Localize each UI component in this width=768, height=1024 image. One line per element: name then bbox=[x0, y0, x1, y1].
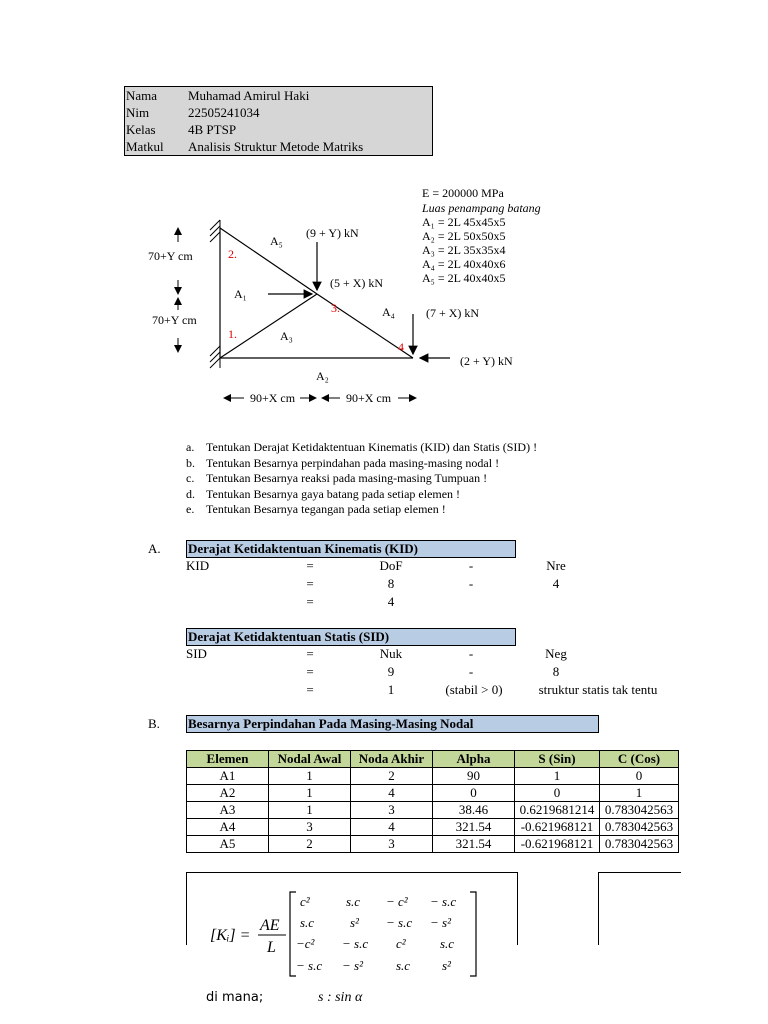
sid-conclusion: struktur statis tak tentu bbox=[538, 682, 658, 697]
table-cell: 3 bbox=[351, 802, 433, 819]
sid-heading: Derajat Ketidaktentuan Statis (SID) bbox=[186, 628, 516, 646]
load-label-right-v: (7 + X) kN bbox=[426, 306, 480, 320]
formula-ae: AE bbox=[260, 917, 280, 934]
matrix-cell: c² bbox=[396, 936, 406, 951]
col-header: Alpha bbox=[433, 751, 515, 768]
kid-result: 4 bbox=[387, 594, 395, 609]
matrix-cell: s² bbox=[442, 958, 451, 973]
kid-term1: DoF bbox=[379, 558, 403, 573]
kid-nre-value: 4 bbox=[552, 576, 560, 591]
table-cell: 0 bbox=[433, 785, 515, 802]
table-cell: 1 bbox=[269, 785, 351, 802]
col-header: S (Sin) bbox=[515, 751, 600, 768]
table-cell: 2 bbox=[351, 768, 433, 785]
table-cell: A1 bbox=[187, 768, 269, 785]
load-label-top: (9 + Y) kN bbox=[306, 226, 359, 240]
kid-op: - bbox=[468, 558, 474, 573]
table-cell: A3 bbox=[187, 802, 269, 819]
question-text: Tentukan Besarnya gaya batang pada setiap elemen ! bbox=[206, 486, 461, 501]
table-cell: 321.54 bbox=[433, 836, 515, 853]
table-cell: 0.783042563 bbox=[600, 836, 679, 853]
table-cell: 4 bbox=[351, 819, 433, 836]
table-cell: 1 bbox=[269, 802, 351, 819]
formula-dimana: di mana; bbox=[206, 990, 264, 1005]
legend-a5: A₅ = 2L 40x40x5 bbox=[422, 271, 506, 285]
member-label-a2: A₂ bbox=[316, 369, 329, 383]
table-cell: 1 bbox=[600, 785, 679, 802]
table-cell: -0.621968121 bbox=[515, 819, 600, 836]
table-cell: 1 bbox=[515, 768, 600, 785]
load-label-right-h: (2 + Y) kN bbox=[460, 354, 513, 368]
kid-op: - bbox=[468, 576, 474, 591]
kid-eq: = bbox=[306, 558, 314, 573]
sid-op: - bbox=[468, 646, 474, 661]
col-header: C (Cos) bbox=[600, 751, 679, 768]
question-text: Tentukan Besarnya reaksi pada masing-masing Tumpuan ! bbox=[206, 471, 488, 485]
kid-heading: Derajat Ketidaktentuan Kinematis (KID) bbox=[186, 540, 516, 558]
info-value: 4B PTSP bbox=[188, 122, 237, 137]
table-cell: 3 bbox=[351, 836, 433, 853]
col-header: Noda Akhir bbox=[351, 751, 433, 768]
info-row-kelas bbox=[125, 121, 432, 138]
info-key: Nama bbox=[126, 88, 158, 103]
legend-a4: A₄ = 2L 40x40x6 bbox=[422, 257, 506, 271]
legend-a2: A₂ = 2L 50x50x5 bbox=[422, 229, 506, 243]
member-label-a4: A₄ bbox=[382, 305, 395, 319]
sid-term2: Neg bbox=[545, 646, 567, 661]
dim-label-right-span: 90+X cm bbox=[346, 391, 392, 405]
legend-luas: Luas penampang batang bbox=[422, 201, 541, 215]
info-row-nama bbox=[125, 87, 432, 104]
dim-label-left-span: 90+X cm bbox=[250, 391, 296, 405]
matrix-cell: − s² bbox=[430, 915, 451, 930]
sid-term1: Nuk bbox=[379, 646, 403, 661]
stiffness-matrix-formula bbox=[200, 884, 490, 984]
sid-result: 1 bbox=[387, 682, 395, 697]
dim-label-upper: 70+Y cm bbox=[148, 249, 193, 263]
sid-calculation bbox=[186, 646, 666, 700]
info-key: Matkul bbox=[126, 139, 164, 154]
table-cell: 0.6219681214 bbox=[515, 802, 600, 819]
matrix-cell: s.c bbox=[440, 936, 455, 951]
truss-diagram bbox=[140, 180, 560, 420]
info-key: Kelas bbox=[126, 122, 156, 137]
support-hatch-top bbox=[210, 220, 220, 242]
section-a-letter: A. bbox=[148, 541, 161, 556]
sid-eq: = bbox=[306, 682, 314, 697]
legend-a3: A₃ = 2L 35x35x4 bbox=[422, 243, 506, 257]
displacement-heading: Besarnya Perpindahan Pada Masing-Masing Nodal bbox=[186, 715, 599, 733]
col-header: Elemen bbox=[187, 751, 269, 768]
sid-op: - bbox=[468, 664, 474, 679]
kid-dof-value: 8 bbox=[387, 576, 395, 591]
table-cell: A2 bbox=[187, 785, 269, 802]
node-label-1: 1. bbox=[228, 327, 237, 341]
question-text: Tentukan Besarnya perpindahan pada masing-masing nodal ! bbox=[206, 455, 500, 470]
question-letter: b. bbox=[186, 455, 195, 470]
table-cell: 0 bbox=[600, 768, 679, 785]
member-a5 bbox=[220, 228, 317, 294]
question-item bbox=[186, 456, 586, 472]
table-cell: 2 bbox=[269, 836, 351, 853]
table-header-row bbox=[187, 751, 679, 768]
kid-eq: = bbox=[306, 594, 314, 609]
member-label-a5: A₅ bbox=[270, 234, 283, 248]
sid-nuk-value: 9 bbox=[387, 664, 395, 679]
kid-calculation bbox=[186, 558, 666, 612]
load-label-mid: (5 + X) kN bbox=[330, 276, 384, 290]
table-cell: 321.54 bbox=[433, 819, 515, 836]
table-cell: A5 bbox=[187, 836, 269, 853]
question-item bbox=[186, 487, 586, 503]
table-cell: 0.783042563 bbox=[600, 819, 679, 836]
question-item bbox=[186, 471, 586, 487]
formula-lhs: [Kᵢ] = bbox=[210, 927, 251, 944]
table-row bbox=[187, 785, 679, 802]
matrix-cell: − s.c bbox=[296, 958, 323, 973]
matrix-cell: s² bbox=[350, 915, 359, 930]
table-cell: 3 bbox=[269, 819, 351, 836]
member-a3 bbox=[220, 294, 317, 358]
matrix-cell: s.c bbox=[346, 894, 361, 909]
support-hatch-bottom bbox=[210, 346, 220, 368]
sid-neg-value: 8 bbox=[552, 664, 560, 679]
dim-label-lower: 70+Y cm bbox=[152, 313, 197, 327]
info-key: Nim bbox=[126, 105, 150, 120]
question-letter: e. bbox=[186, 502, 195, 516]
info-value: Muhamad Amirul Haki bbox=[188, 88, 310, 103]
info-row-nim bbox=[125, 104, 432, 121]
info-value: Analisis Struktur Metode Matriks bbox=[188, 139, 364, 154]
element-table bbox=[186, 750, 679, 853]
matrix-cell: −c² bbox=[296, 936, 315, 951]
table-cell: 38.46 bbox=[433, 802, 515, 819]
legend-a1: A₁ = 2L 45x45x5 bbox=[422, 215, 506, 229]
legend-e: E = 200000 MPa bbox=[422, 186, 504, 200]
matrix-cell: s.c bbox=[300, 915, 315, 930]
matrix-bracket-right bbox=[470, 892, 476, 976]
matrix-cell: − s.c bbox=[386, 915, 413, 930]
student-info-box bbox=[124, 86, 433, 156]
sid-label: SID bbox=[186, 646, 207, 661]
kid-term2: Nre bbox=[546, 558, 566, 573]
kid-eq: = bbox=[306, 576, 314, 591]
sid-eq: = bbox=[306, 646, 314, 661]
question-letter: c. bbox=[186, 471, 195, 485]
table-cell: 0.783042563 bbox=[600, 802, 679, 819]
col-header: Nodal Awal bbox=[269, 751, 351, 768]
kid-label: KID bbox=[186, 558, 210, 573]
sid-stability-note: (stabil > 0) bbox=[445, 682, 503, 697]
member-label-a1: A₁ bbox=[234, 287, 247, 301]
formula-frame-right bbox=[598, 872, 681, 945]
section-b-letter: B. bbox=[148, 716, 160, 731]
matrix-cell: s.c bbox=[396, 958, 411, 973]
question-item bbox=[186, 502, 586, 518]
table-cell: 0 bbox=[515, 785, 600, 802]
table-row bbox=[187, 836, 679, 853]
matrix-cell: − s.c bbox=[430, 894, 457, 909]
formula-s-definition: s : sin α bbox=[318, 990, 363, 1005]
question-item bbox=[186, 440, 586, 456]
node-label-4: 4 bbox=[398, 340, 404, 354]
question-letter: a. bbox=[186, 440, 195, 454]
question-text: Tentukan Besarnya tegangan pada setiap elemen ! bbox=[206, 502, 446, 516]
table-cell: 90 bbox=[433, 768, 515, 785]
question-list bbox=[186, 440, 586, 518]
formula-l: L bbox=[267, 939, 276, 956]
info-value: 22505241034 bbox=[188, 105, 260, 120]
table-row bbox=[187, 819, 679, 836]
table-cell: A4 bbox=[187, 819, 269, 836]
sid-eq: = bbox=[306, 664, 314, 679]
table-cell: 1 bbox=[269, 768, 351, 785]
matrix-cell: c² bbox=[300, 894, 310, 909]
matrix-cell: − s.c bbox=[342, 936, 369, 951]
member-label-a3: A₃ bbox=[280, 329, 293, 343]
question-text: Tentukan Derajat Ketidaktentuan Kinematis (KID) dan Statis (SID) ! bbox=[206, 440, 538, 454]
node-label-3: 3. bbox=[331, 301, 340, 315]
node-label-2: 2. bbox=[228, 247, 237, 261]
matrix-cell: − c² bbox=[386, 894, 408, 909]
question-letter: d. bbox=[186, 486, 195, 501]
matrix-cell: − s² bbox=[342, 958, 363, 973]
table-row bbox=[187, 768, 679, 785]
info-row-matkul bbox=[125, 138, 432, 155]
table-cell: 4 bbox=[351, 785, 433, 802]
table-cell: -0.621968121 bbox=[515, 836, 600, 853]
table-row bbox=[187, 802, 679, 819]
